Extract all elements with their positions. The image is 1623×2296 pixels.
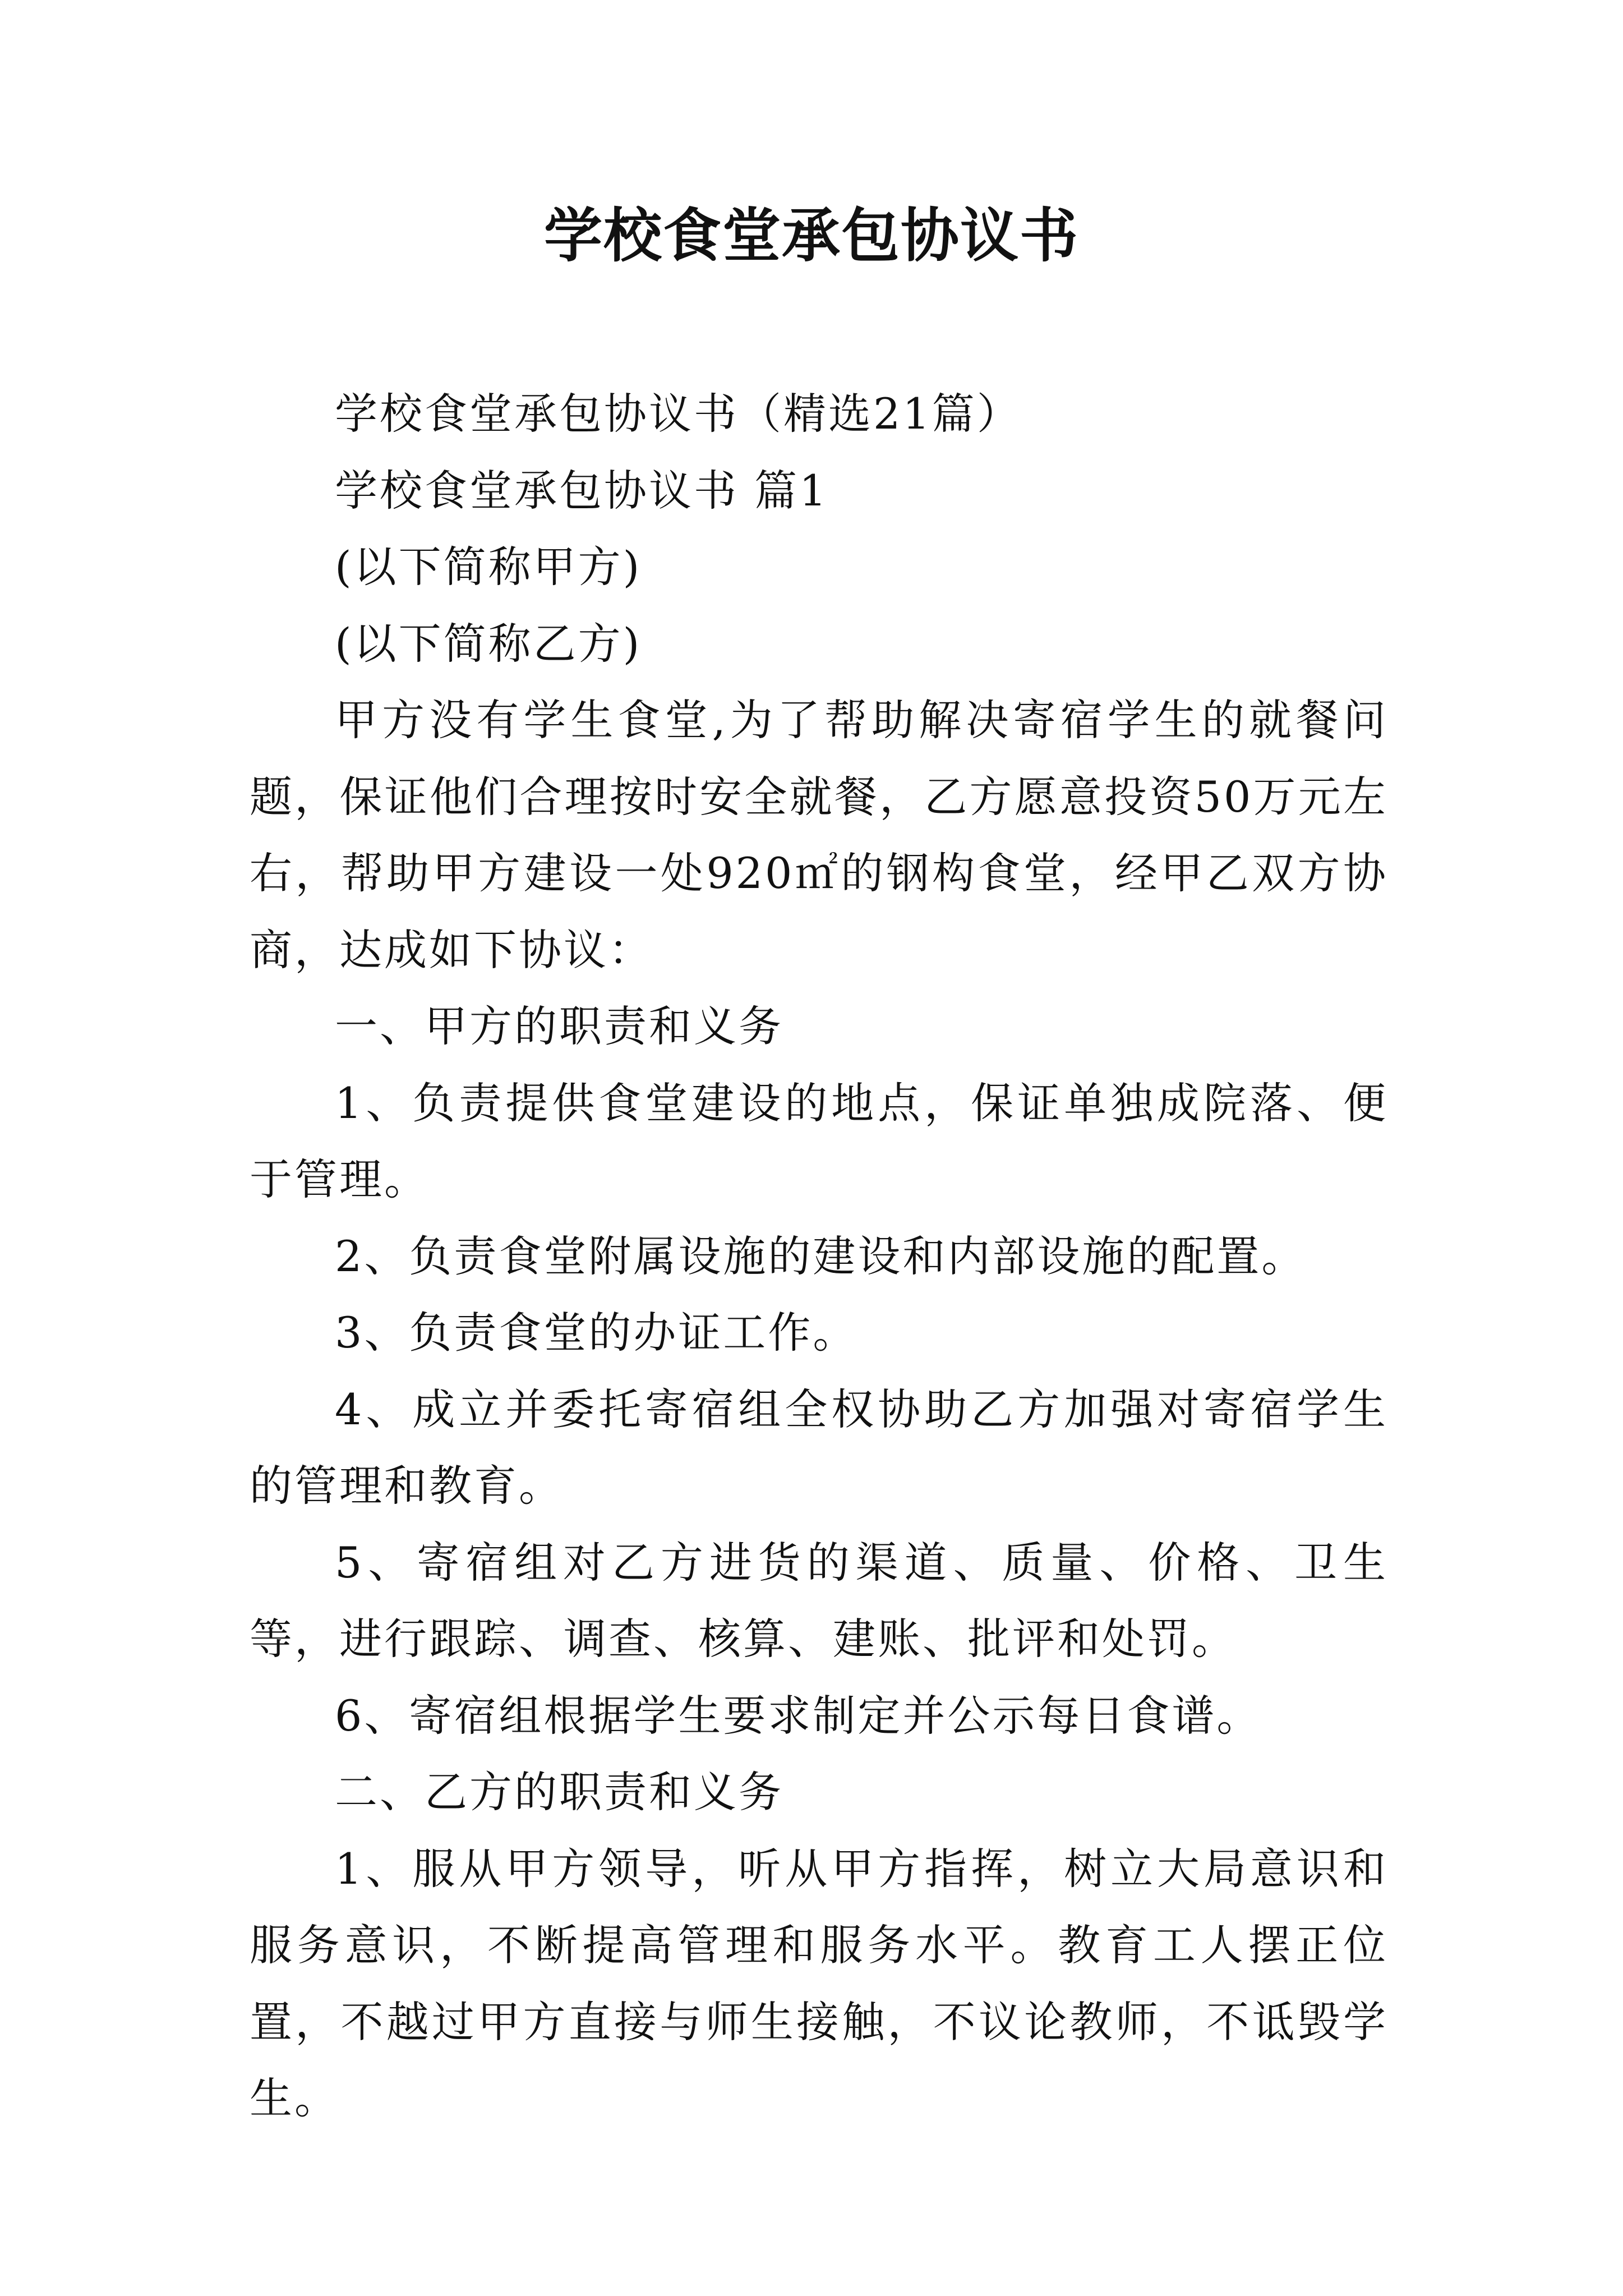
paragraph-b-item-1: 1、服从甲方领导，听从甲方指挥，树立大局意识和服务意识，不断提高管理和服务水平。教育工人摆正位置，不越过甲方直接与师生接触，不议论教师，不诋毁学生。 xyxy=(250,1843,1388,2123)
document-title: 学校食堂承包协议书 xyxy=(543,201,1079,270)
heading-party-a-duties: 一、甲方的职责和义务 xyxy=(335,1001,783,1051)
paragraph-section-heading: 学校食堂承包协议书 篇1 xyxy=(335,465,829,516)
paragraph-party-a: (以下简称甲方) xyxy=(335,542,642,592)
paragraph-a-item-2: 2、负责食堂附属设施的建设和内部设施的配置。 xyxy=(335,1231,1307,1281)
paragraph-a-item-6: 6、寄宿组根据学生要求制定并公示每日食谱。 xyxy=(335,1690,1262,1741)
heading-party-b-duties: 二、乙方的职责和义务 xyxy=(335,1767,783,1817)
paragraph-subtitle: 学校食堂承包协议书（精选21篇） xyxy=(335,389,1022,439)
paragraph-a-item-4: 4、成立并委托寄宿组全权协助乙方加强对寄宿学生的管理和教育。 xyxy=(250,1384,1388,1511)
paragraph-preamble: 甲方没有学生食堂,为了帮助解决寄宿学生的就餐问题，保证他们合理按时安全就餐，乙方愿意投资50万元左右，帮助甲方建设一处920㎡的钢构食堂，经甲乙双方协商，达成如下协议： xyxy=(250,695,1388,975)
paragraph-a-item-1: 1、负责提供食堂建设的地点，保证单独成院落、便于管理。 xyxy=(250,1078,1388,1204)
paragraph-party-b: (以下简称乙方) xyxy=(335,618,642,669)
paragraph-a-item-5: 5、寄宿组对乙方进货的渠道、质量、价格、卫生等，进行跟踪、调查、核算、建账、批评和处罚。 xyxy=(250,1537,1388,1664)
document-body xyxy=(250,376,1388,2137)
paragraph-a-item-3: 3、负责食堂的办证工作。 xyxy=(335,1308,858,1358)
